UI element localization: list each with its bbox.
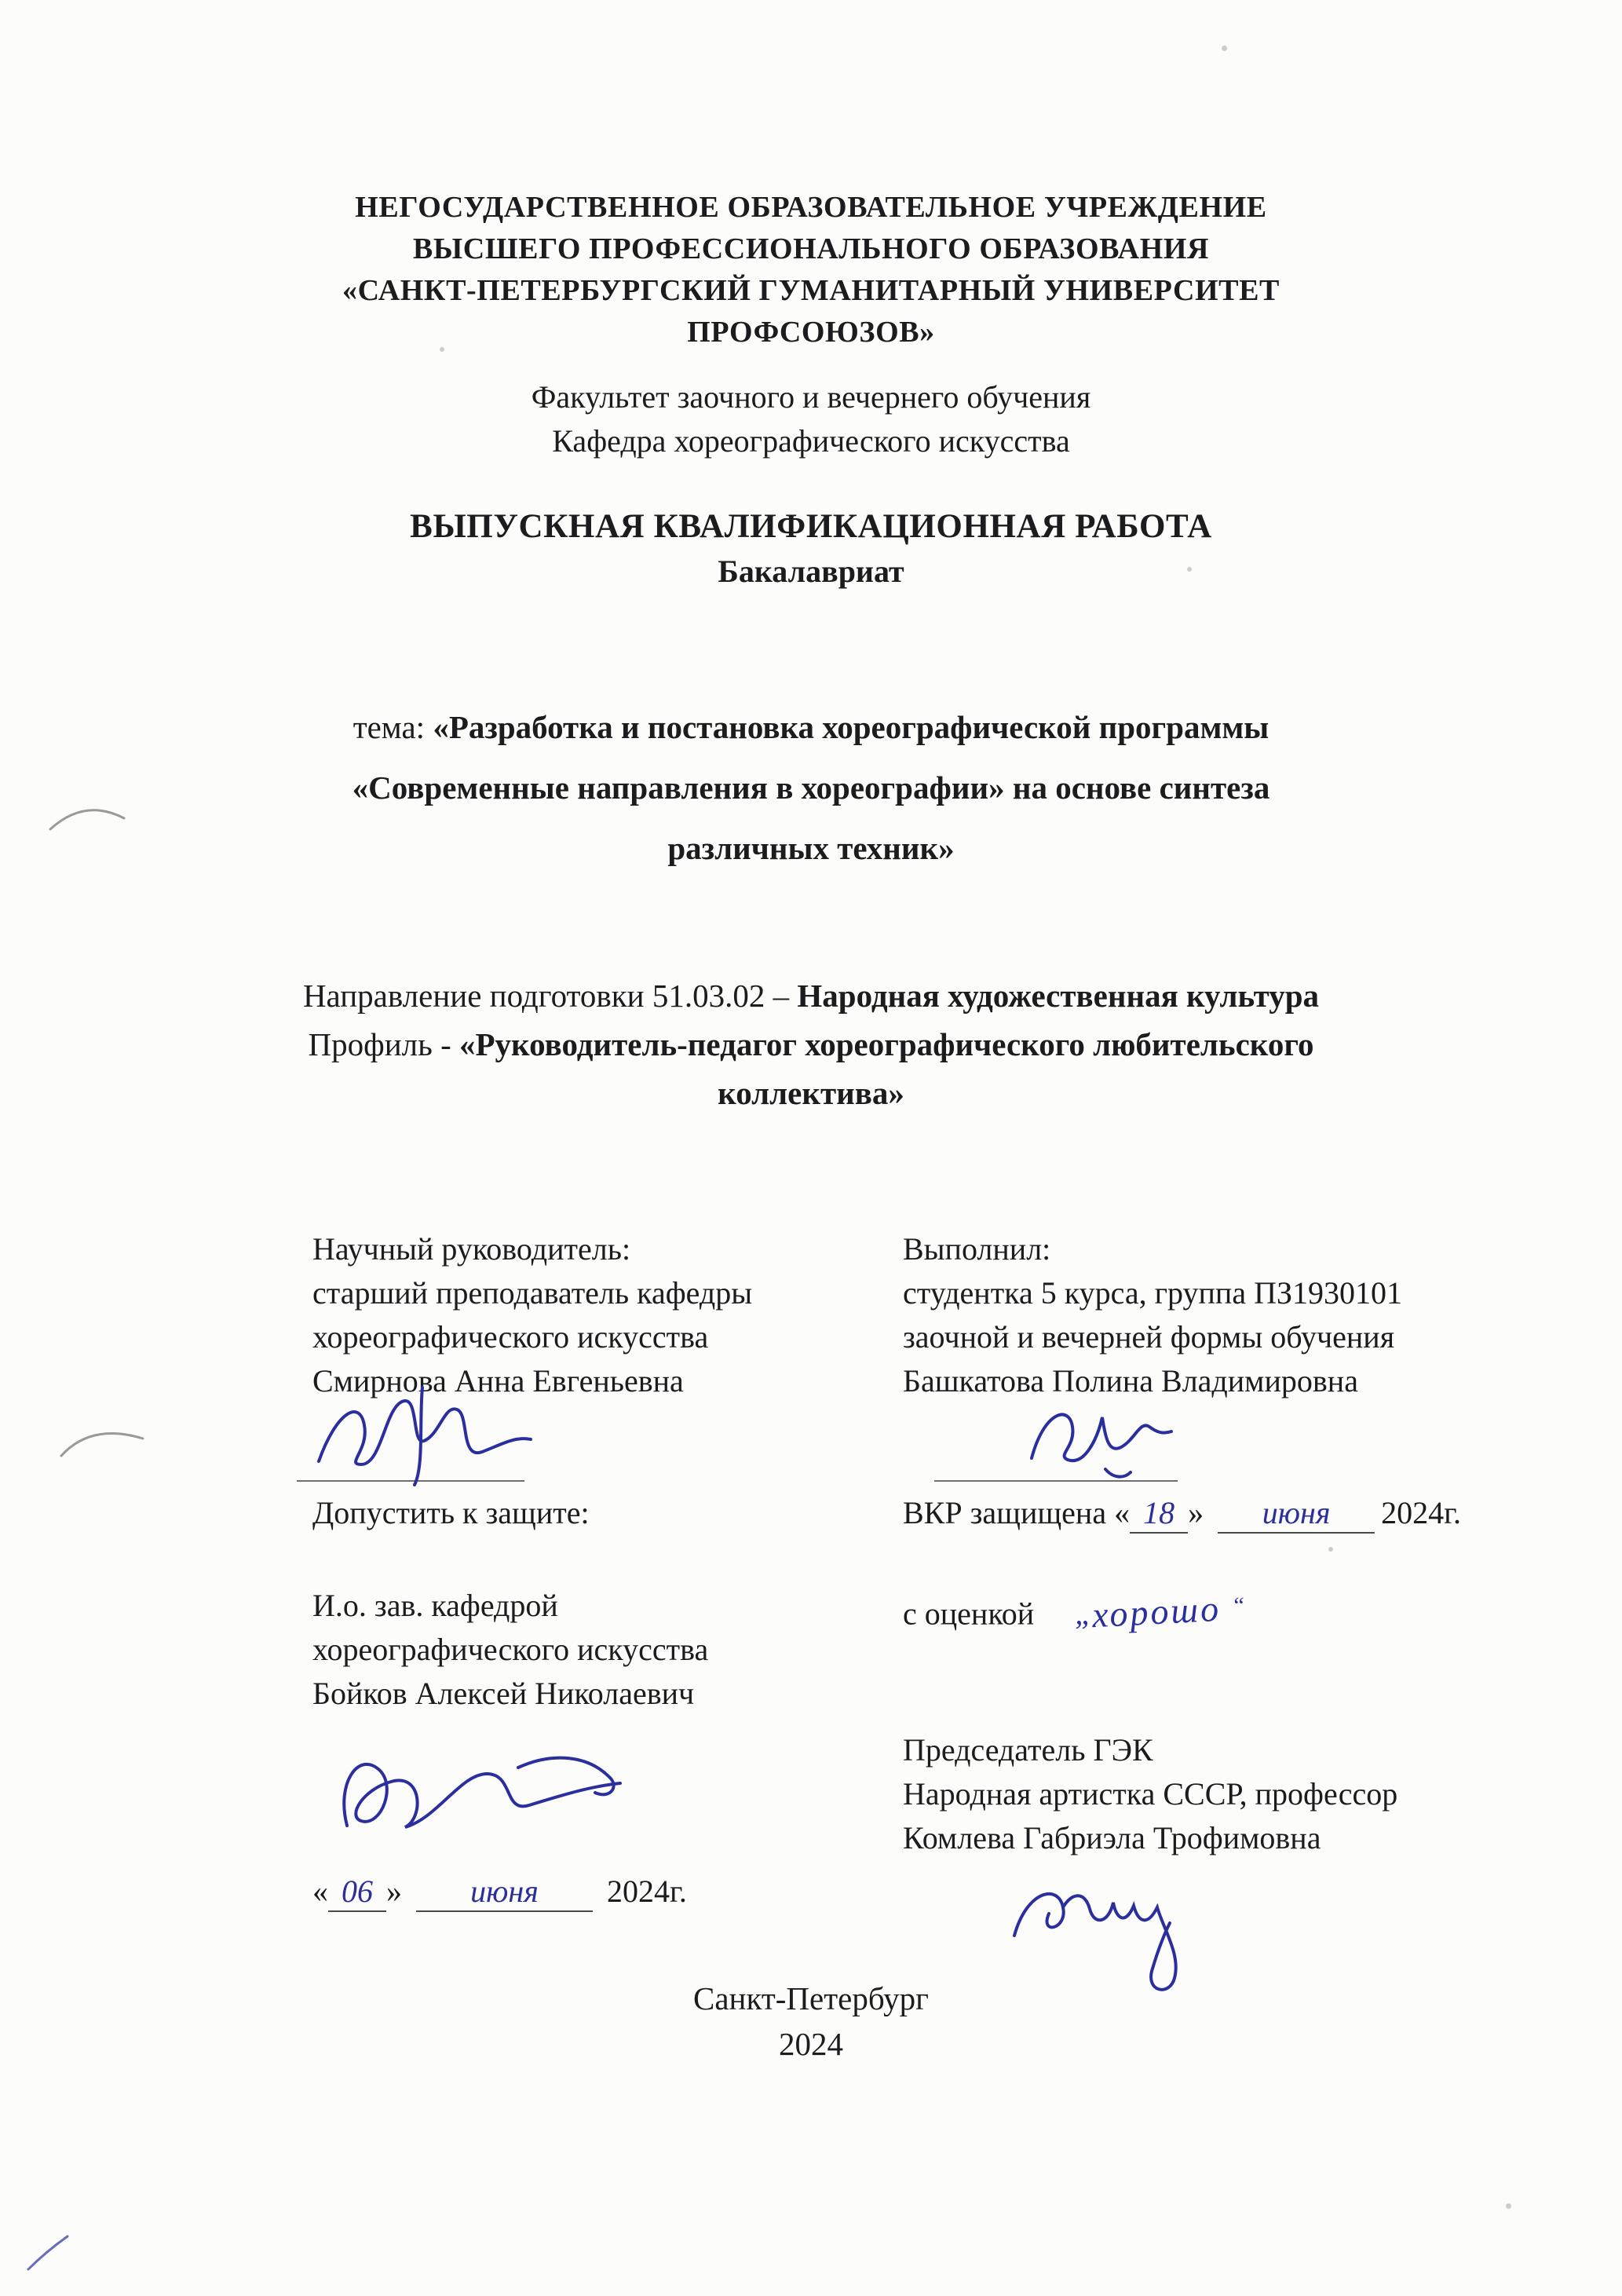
theme-block [0,697,1622,879]
right-spacer-2 [903,1636,1554,1728]
student-line-1: студентка 5 курса, группа ПЗ1930101 [903,1275,1402,1311]
org-line-1: НЕГОСУДАРСТВЕННОЕ ОБРАЗОВАТЕЛЬНОЕ УЧРЕЖДЕНИЕ [355,191,1267,224]
defense-date-month: июня [1218,1494,1375,1534]
scan-speckle [1328,1547,1333,1552]
scan-speckle [1187,567,1192,572]
profile-label: Профиль - [308,1026,451,1062]
admit-label: Допустить к защите: [312,1495,590,1530]
scan-speckle [440,347,444,352]
grade-value: хорошо [1091,1589,1222,1636]
admit-date-year: 2024г. [607,1874,687,1909]
chairman-signature-area [903,1860,1554,1978]
head-position-1: И.о. зав. кафедрой [312,1588,558,1623]
theme-line-2: «Современные направления в хореографии» на основе синтеза [352,770,1270,806]
theme-line-3: различных техник» [667,830,955,866]
supervisor-label: Научный руководитель: [312,1231,631,1267]
university-header [0,0,1622,353]
chairman-label: Председатель ГЭК [903,1732,1153,1768]
defense-close-quote: » [1188,1495,1204,1530]
admit-date-day: 06 [328,1873,386,1912]
defense-date-day: 18 [1130,1494,1188,1534]
scan-artifact-curve-2 [57,1418,151,1470]
footer-city: Санкт-Петербург [693,1980,929,2016]
defense-date-year: 2024г. [1381,1495,1461,1530]
date-close-quote: » [386,1874,402,1909]
program-block [0,971,1622,1117]
supervisor-position-1: старший преподаватель кафедры [312,1275,753,1311]
performed-label: Выполнил: [903,1231,1051,1267]
signatures-section [312,1227,1622,1978]
supervisor-signature-area [312,1403,903,1491]
theme-text-1: «Разработка и постановка хореографической программы [433,709,1269,745]
chairman-name: Комлева Габриэла Трофимовна [903,1820,1321,1856]
grade-label: с оценкой [903,1596,1035,1632]
student-signature-area [903,1403,1554,1491]
direction-label: Направление подготовки 51.03.02 – [302,978,790,1014]
faculty-block [0,375,1622,463]
defense-date-row [903,1491,1554,1535]
direction-line [0,971,1622,1020]
theme-line-1 [0,697,1622,758]
student-line-2: заочной и вечерней формы обучения [903,1319,1395,1355]
org-line-4: ПРОФСОЮЗОВ» [687,316,935,349]
scan-artifact-pen-mark [22,2228,77,2276]
scan-speckle [1506,2203,1511,2209]
footer-block [0,1976,1622,2067]
head-signature [312,1717,627,1866]
right-spacer-1 [903,1535,1554,1584]
defense-open-quote: « [1114,1495,1131,1530]
student-signature [1013,1389,1193,1487]
scan-artifact-curve-1 [46,795,132,842]
student-name: Башкатова Полина Владимировна [903,1363,1358,1398]
department-line: Кафедра хореографического искусства [552,423,1070,459]
supervisor-position-2: хореографического искусства [312,1319,709,1355]
head-signature-area [312,1716,903,1870]
left-spacer [312,1535,903,1584]
faculty-line: Факультет заочного и вечернего обучения [531,379,1091,415]
admit-date-row [312,1870,903,1914]
org-line-2: ВЫСШЕГО ПРОФЕССИОНАЛЬНОГО ОБРАЗОВАНИЯ [412,232,1210,265]
profile-line-1 [0,1020,1622,1069]
date-open-quote: « [312,1874,328,1909]
work-type-title: ВЫПУСКНАЯ КВАЛИФИКАЦИОННАЯ РАБОТА [410,508,1212,545]
theme-label: тема: [353,709,426,745]
chairman-title: Народная артистка СССР, профессор [903,1776,1398,1812]
supervisor-column [312,1227,903,1978]
defense-label: ВКР защищена [903,1495,1107,1530]
head-name: Бойков Алексей Николаевич [312,1676,695,1711]
footer-year: 2024 [779,2026,843,2062]
student-column [903,1227,1554,1978]
direction-value: Народная художественная культура [797,978,1320,1014]
admit-date-month: июня [416,1873,593,1912]
head-position-2: хореографического искусства [312,1632,709,1667]
grade-open-quote: „ [1075,1596,1093,1632]
supervisor-name: Смирнова Анна Евгеньевна [312,1363,684,1398]
degree-subtitle: Бакалавриат [718,554,904,589]
profile-value-2: коллектива» [718,1075,904,1111]
profile-value-1: «Руководитель-педагог хореографического любительского [458,1026,1314,1062]
grade-row [903,1584,1554,1636]
supervisor-signature [305,1381,540,1499]
grade-close-quote: “ [1233,1592,1244,1618]
scan-speckle [1222,46,1227,51]
org-line-3: «САНКТ-ПЕТЕРБУРГСКИЙ ГУМАНИТАРНЫЙ УНИВЕРСИТЕТ [342,274,1280,307]
